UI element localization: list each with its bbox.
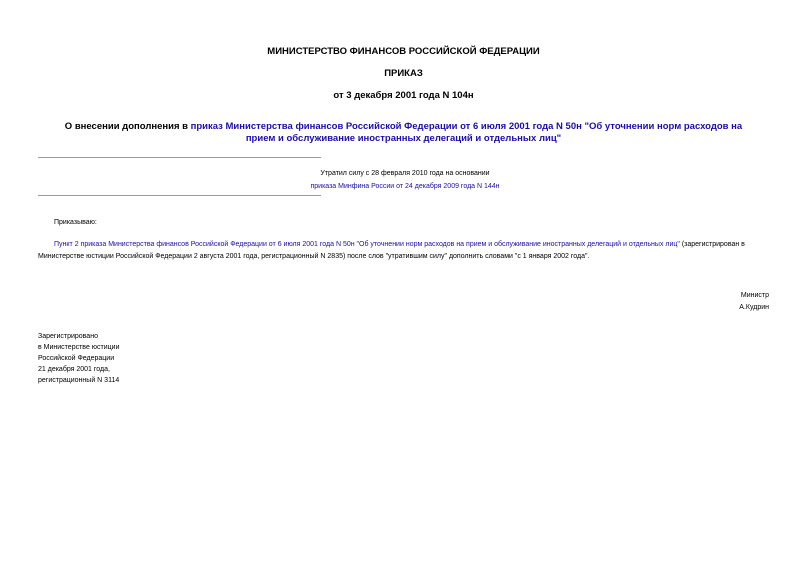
top-divider <box>38 157 321 158</box>
order-word: Приказываю: <box>54 219 97 226</box>
paragraph-text: (зарегистрирован в Министерстве юстиции Российской Федерации 2 августа 2001 года, регистрационный N 2835) после слов "утратившим силу" дополнить словами "с 1 января 2002 года". <box>38 241 745 260</box>
repeal-order-link[interactable]: приказа Минфина России от 24 декабря 2009 года N 144н <box>310 183 500 190</box>
order-paragraph <box>38 239 771 263</box>
registration-line: 21 декабря 2001 года, <box>38 366 110 373</box>
repeal-status-block <box>255 167 555 193</box>
signature-name: А.Кудрин <box>739 304 769 311</box>
document-date-number: от 3 декабря 2001 года N 104н <box>333 90 474 101</box>
paragraph-order-link[interactable]: Пункт 2 приказа Министерства финансов Российской Федерации от 6 июля 2001 года N 50н "Об уточнении норм расходов на прием и обслуживание иностранных делегаций и отдельных лиц" <box>54 241 680 248</box>
signature-position: Министр <box>740 292 769 299</box>
registration-line: в Министерстве юстиции <box>38 344 120 351</box>
registration-block <box>38 331 119 386</box>
registration-line: Российской Федерации <box>38 355 115 362</box>
registration-line: Зарегистрировано <box>38 333 98 340</box>
repeal-status-text: Утратил силу с 28 февраля 2010 года на основании <box>320 170 490 177</box>
bottom-divider <box>38 195 321 196</box>
document-subject <box>50 121 757 145</box>
ministry-heading: МИНИСТЕРСТВО ФИНАНСОВ РОССИЙСКОЙ ФЕДЕРАЦИИ <box>267 46 540 57</box>
signature-block <box>739 290 769 314</box>
subject-amended-order-link[interactable]: приказ Министерства финансов Российской Федерации от 6 июля 2001 года N 50н "Об уточнении норм расходов на прием и обслуживание иностранных делегаций и отдельных лиц" <box>190 121 743 144</box>
subject-prefix: О внесении дополнения в <box>64 121 191 132</box>
document-type-heading: ПРИКАЗ <box>384 68 423 79</box>
registration-line: регистрационный N 3114 <box>38 377 120 384</box>
